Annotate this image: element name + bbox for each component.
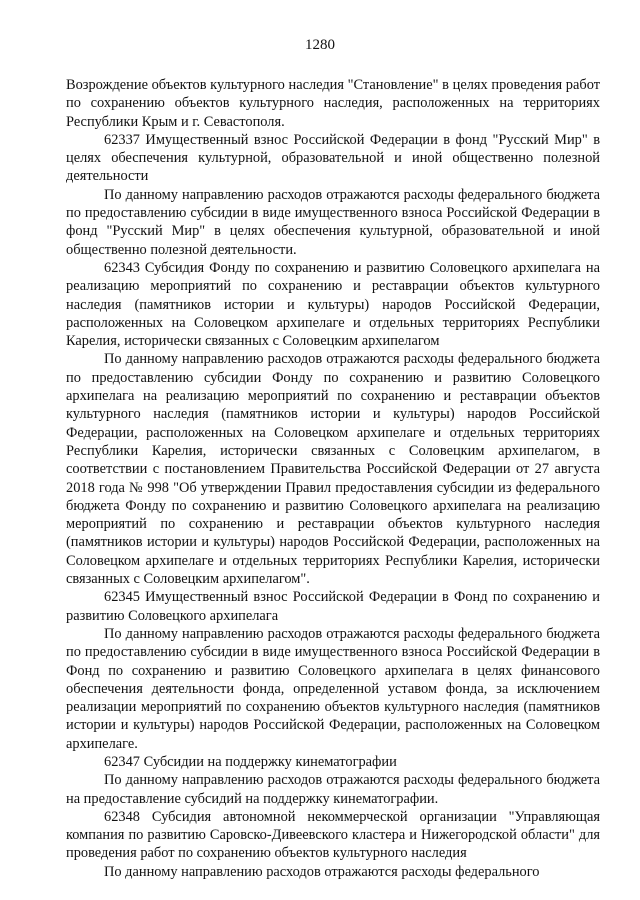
paragraph: По данному направлению расходов отражаются расходы федерального бюджета по предоставлению субсидии в виде имущественного взноса Российской Федерации в фонд "Русский Мир" в целях обеспечения культурной, образовательной и иной общественно полезной деятельности. — [66, 186, 600, 258]
paragraph: По данному направлению расходов отражаются расходы федерального бюджета по предоставлению субсидии Фонду по сохранению и развитию Соловецкого архипелага на реализацию мероприятий по сохранению и реставрации объектов культурного наследия (памятников истории и культуры) народов Российской Федерации, расположенных на Соловецком архипелаге и отдельных территориях Республики Карелия, исторически связанных с Соловецким архипелагом, в соответствии с постановлением Правительства Российской Федерации от 27 августа 2018 года № 998 "Об утверждении Правил предоставления субсидии из федерального бюджета Фонду по сохранению и развитию Соловецкого архипелага на реализацию мероприятий по сохранению и реставрации объектов культурного наследия (памятников истории и культуры) народов Российской Федерации, расположенных на Соловецком архипелаге и отдельных территориях Республики Карелия, исторически связанных с Соловецким архипелагом". — [66, 351, 600, 588]
document-body — [66, 76, 600, 881]
section-heading-62347: 62347 Субсидии на поддержку кинематографии — [104, 753, 397, 770]
paragraph: По данному направлению расходов отражаются расходы федерального — [104, 863, 540, 880]
paragraph: По данному направлению расходов отражаются расходы федерального бюджета на предоставление субсидий на поддержку кинематографии. — [66, 772, 600, 807]
section-heading-62345: 62345 Имущественный взнос Российской Федерации в Фонд по сохранению и развитию Соловецкого архипелага — [66, 589, 600, 624]
page-number: 1280 — [305, 37, 335, 53]
section-heading-62343: 62343 Субсидия Фонду по сохранению и развитию Соловецкого архипелага на реализацию мероприятий по сохранению и реставрации объектов культурного наследия (памятников истории и культуры) народов Российской Федерации, расположенных на Соловецком архипелаге и отдельных территориях Республики Карелия, исторически связанных с Соловецким архипелагом — [66, 259, 600, 350]
paragraph: Возрождение объектов культурного наследия "Становление" в целях проведения работ по сохранению объектов культурного наследия, расположенных на территориях Республики Крым и г. Севастополя. — [66, 77, 600, 130]
paragraph: По данному направлению расходов отражаются расходы федерального бюджета по предоставлению субсидии в виде имущественного взноса Российской Федерации в Фонд по сохранению и развитию Соловецкого архипелага в целях финансового обеспечения деятельности фонда, определенной уставом фонда, за исключением реализации мероприятий по сохранению объектов культурного наследия (памятников истории и культуры) народов Российской Федерации, расположенных на Соловецком архипелаге. — [66, 625, 600, 752]
section-heading-62348: 62348 Субсидия автономной некоммерческой организации "Управляющая компания по развитию Саровско-Дивеевского кластера и Нижегородской области" для проведения работ по сохранению объектов культурного наследия — [66, 808, 600, 862]
section-heading-62337: 62337 Имущественный взнос Российской Федерации в фонд "Русский Мир" в целях обеспечения культурной, образовательной и иной общественно полезной деятельности — [66, 131, 600, 185]
